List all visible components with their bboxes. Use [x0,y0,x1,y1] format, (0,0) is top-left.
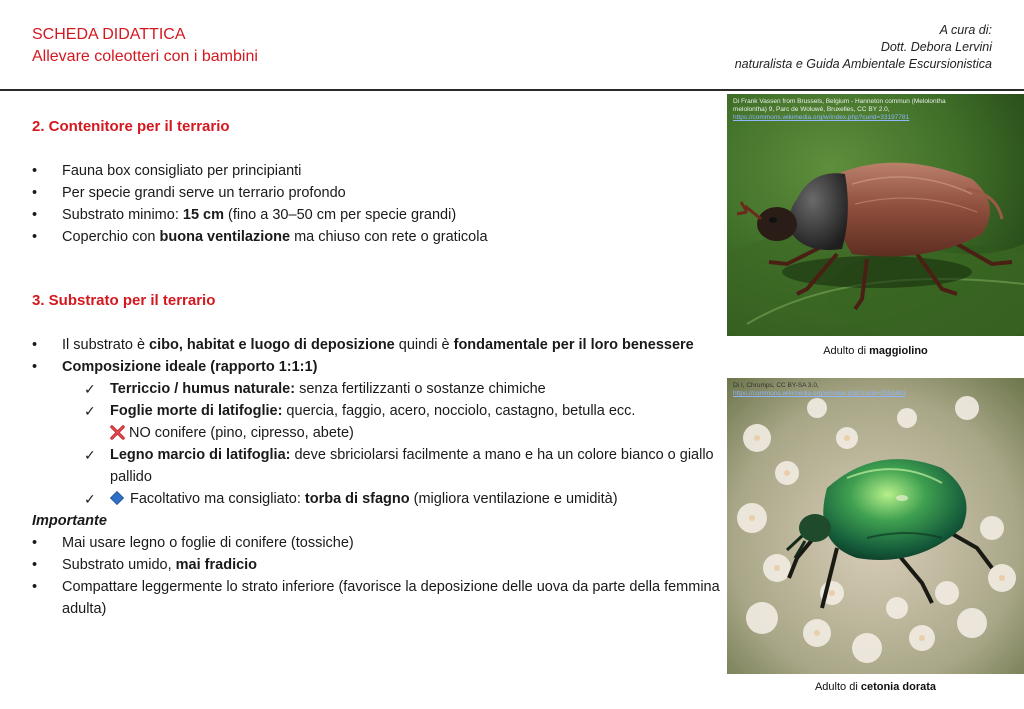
photo-2-credit: Di I, Chrumps, CC BY-SA 3.0, https://commons.wikimedia.org/w/index.php?curid=2551443 [733,382,906,397]
title-line-2: Allevare coleotteri con i bambini [32,48,258,65]
note-item: NO conifere (pino, cipresso, abete) [32,422,722,444]
list-item: • Per specie grandi serve un terrario profondo [32,182,722,204]
author-line-1: A cura di: [939,23,992,37]
list-item: • Substrato umido, mai fradicio [32,554,722,576]
cockchafer-image [727,94,1024,336]
list-item: • Il substrato è cibo, habitat e luogo di deposizione quindi è fondamentale per il loro benessere [32,334,722,356]
rose-chafer-image [727,378,1024,674]
diamond-icon [110,491,124,505]
important-title: Importante [32,513,107,529]
check-item: ✓ Legno marcio di latifoglia: deve sbriciolarsi facilmente a mano e ha un colore bianco o giallo pallido [32,444,722,488]
list-item: • Substrato minimo: 15 cm (fino a 30–50 cm per specie grandi) [32,204,722,226]
maggiolino-photo [727,94,1024,336]
check-item: ✓ Terriccio / humus naturale: senza fertilizzanti o sostanze chimiche [32,378,722,400]
document-title [32,24,258,68]
section-2-list [32,160,722,248]
title-line-1: SCHEDA DIDATTICA [32,26,186,43]
list-item: • Coperchio con buona ventilazione ma chiuso con rete o graticola [32,226,722,248]
important-list [32,532,722,620]
author-line-3: naturalista e Guida Ambientale Escursionistica [734,57,992,71]
photo-1-source-link[interactable]: https://commons.wikimedia.org/w/index.php?curid=33197781 [733,114,910,121]
list-item: • Mai usare legno o foglie di conifere (tossiche) [32,532,722,554]
list-item [32,356,722,378]
composition-title: Composizione ideale (rapporto 1:1:1) [62,359,318,375]
list-item: • Fauna box consigliato per principianti [32,160,722,182]
list-item: • Compattare leggermente lo strato inferiore (favorisce la deposizione delle uova da parte della femmina adulta) [32,576,722,620]
main-content [32,116,722,620]
section-3-title: 3. Substrato per il terrario [32,292,216,309]
cross-icon [110,425,125,440]
photo-1-credit: Di Frank Vassen from Brussels, Belgium - Hanneton commun (Melolontha melolontha) 9, Parc de Woluwé, Bruxelles, CC BY 2.0, https://commons.wikimedia.org/w/index.php?curid=33197781 [733,98,946,121]
author-line-2: Dott. Debora Lervini [880,40,992,54]
photo-2-source-link[interactable]: https://commons.wikimedia.org/w/index.php?curid=2551443 [733,390,906,397]
section-2-title: 2. Contenitore per il terrario [32,118,230,135]
check-item: ✓ Facoltativo ma consigliato: torba di sfagno (migliora ventilazione e umidità) [32,488,722,510]
section-3-list [32,334,722,510]
photo-2-caption: Adulto di cetonia dorata [814,681,937,693]
cetonia-photo [727,378,1024,674]
author-block [735,22,992,73]
check-item: ✓ Foglie morte di latifoglie: quercia, faggio, acero, nocciolo, castagno, betulla ecc. [32,400,722,422]
photo-1-caption: Adulto di maggiolino [823,345,928,357]
header-divider [0,89,1024,91]
